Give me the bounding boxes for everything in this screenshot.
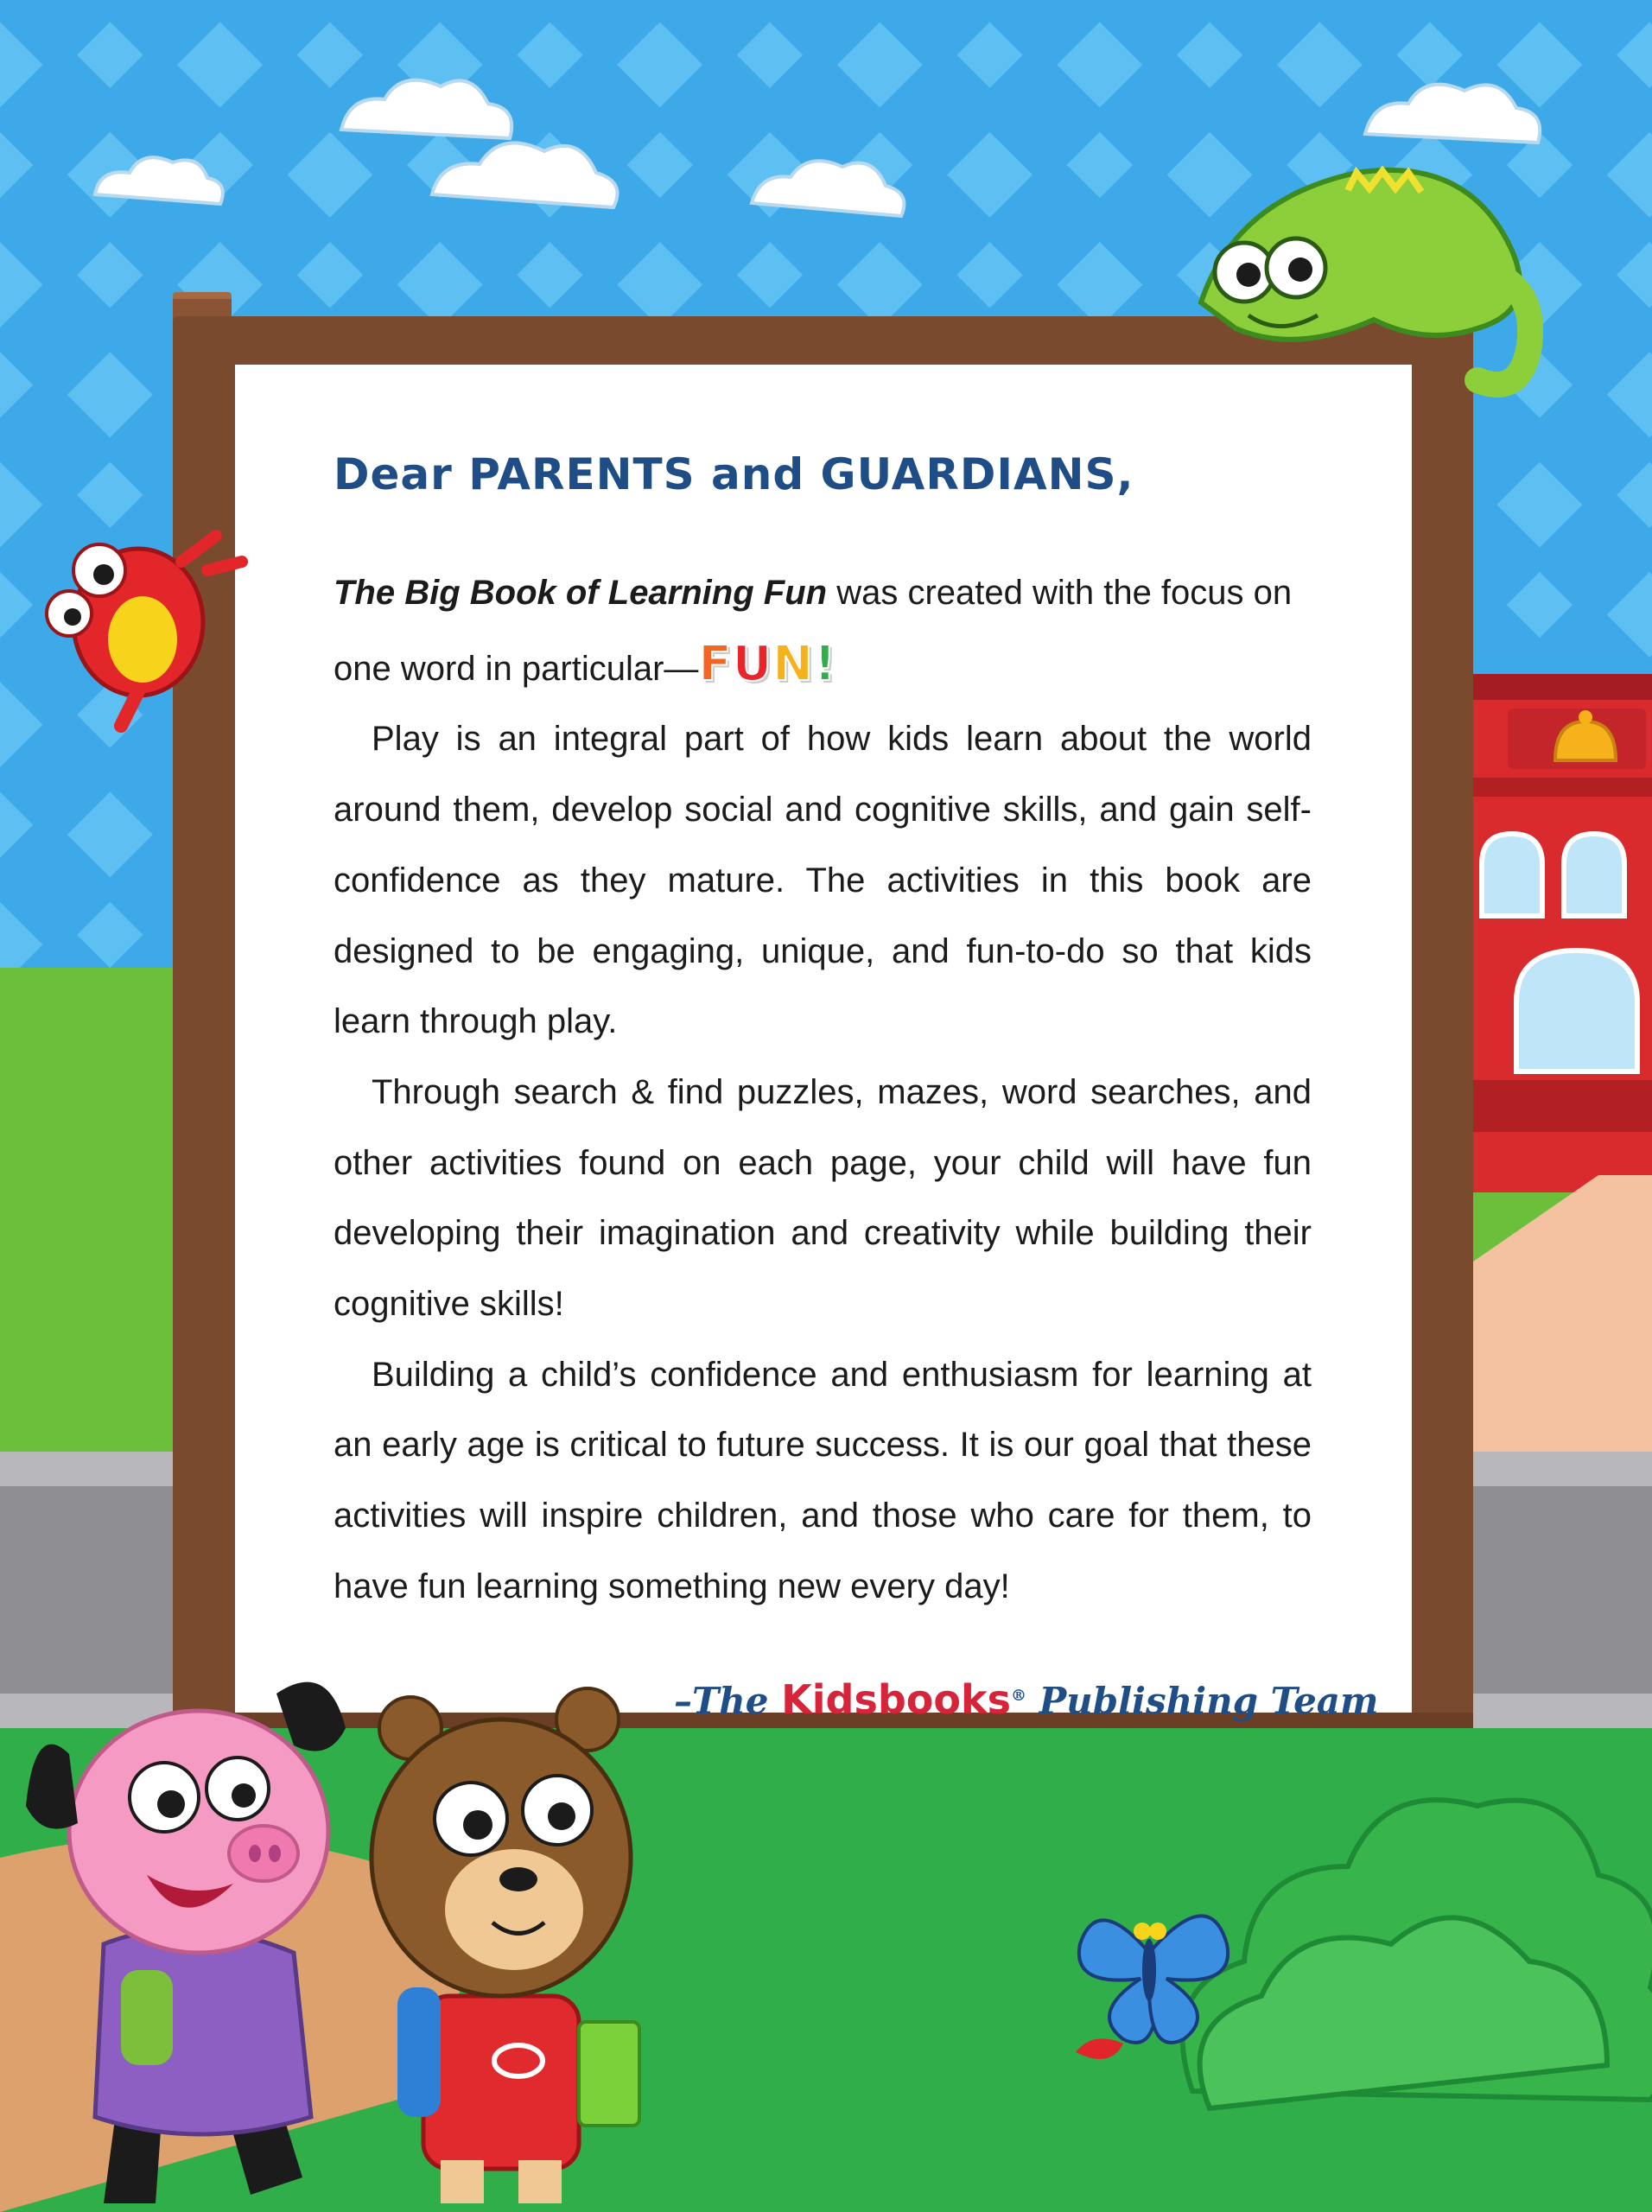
signature-suffix: Publishing Team: [1026, 1680, 1379, 1722]
letter-paragraph: Through search & find puzzles, mazes, word searches, and other activities found on each page, your child will have fun developing their imagination and creativity while building their cognitive skills!: [334, 1072, 1312, 1324]
intro-paragraph: [334, 558, 1312, 704]
brand-name: Kidsbooks: [781, 1676, 1011, 1723]
letter-paragraph: Building a child’s confidence and enthusiasm for learning at an early age is critical to future success. It is our goal that these activities will inspire children, and those who care for them, to have fun learning something new every day!: [334, 1355, 1312, 1605]
letter-heading: Dear PARENTS and GUARDIANS,: [334, 449, 1134, 499]
fun-word: FUN!: [698, 635, 837, 692]
letter: [334, 449, 1312, 1623]
book-title: The Big Book of Learning Fun: [334, 574, 828, 612]
field-left: [0, 968, 199, 1452]
signature-prefix: –The: [674, 1680, 782, 1722]
registered-mark: ®: [1010, 1687, 1026, 1705]
letter-paragraph: Play is an integral part of how kids learn about the world around them, develop social and cognitive skills, and gain self-confidence as they mature. The activities in this book are designed to be engaging, unique, and fun-to-do so that kids learn through play.: [334, 720, 1312, 1041]
intro-text: was created with the focus on one word in particular—: [334, 574, 1293, 688]
signature: [674, 1676, 1379, 1723]
school-building: [1473, 674, 1652, 1192]
